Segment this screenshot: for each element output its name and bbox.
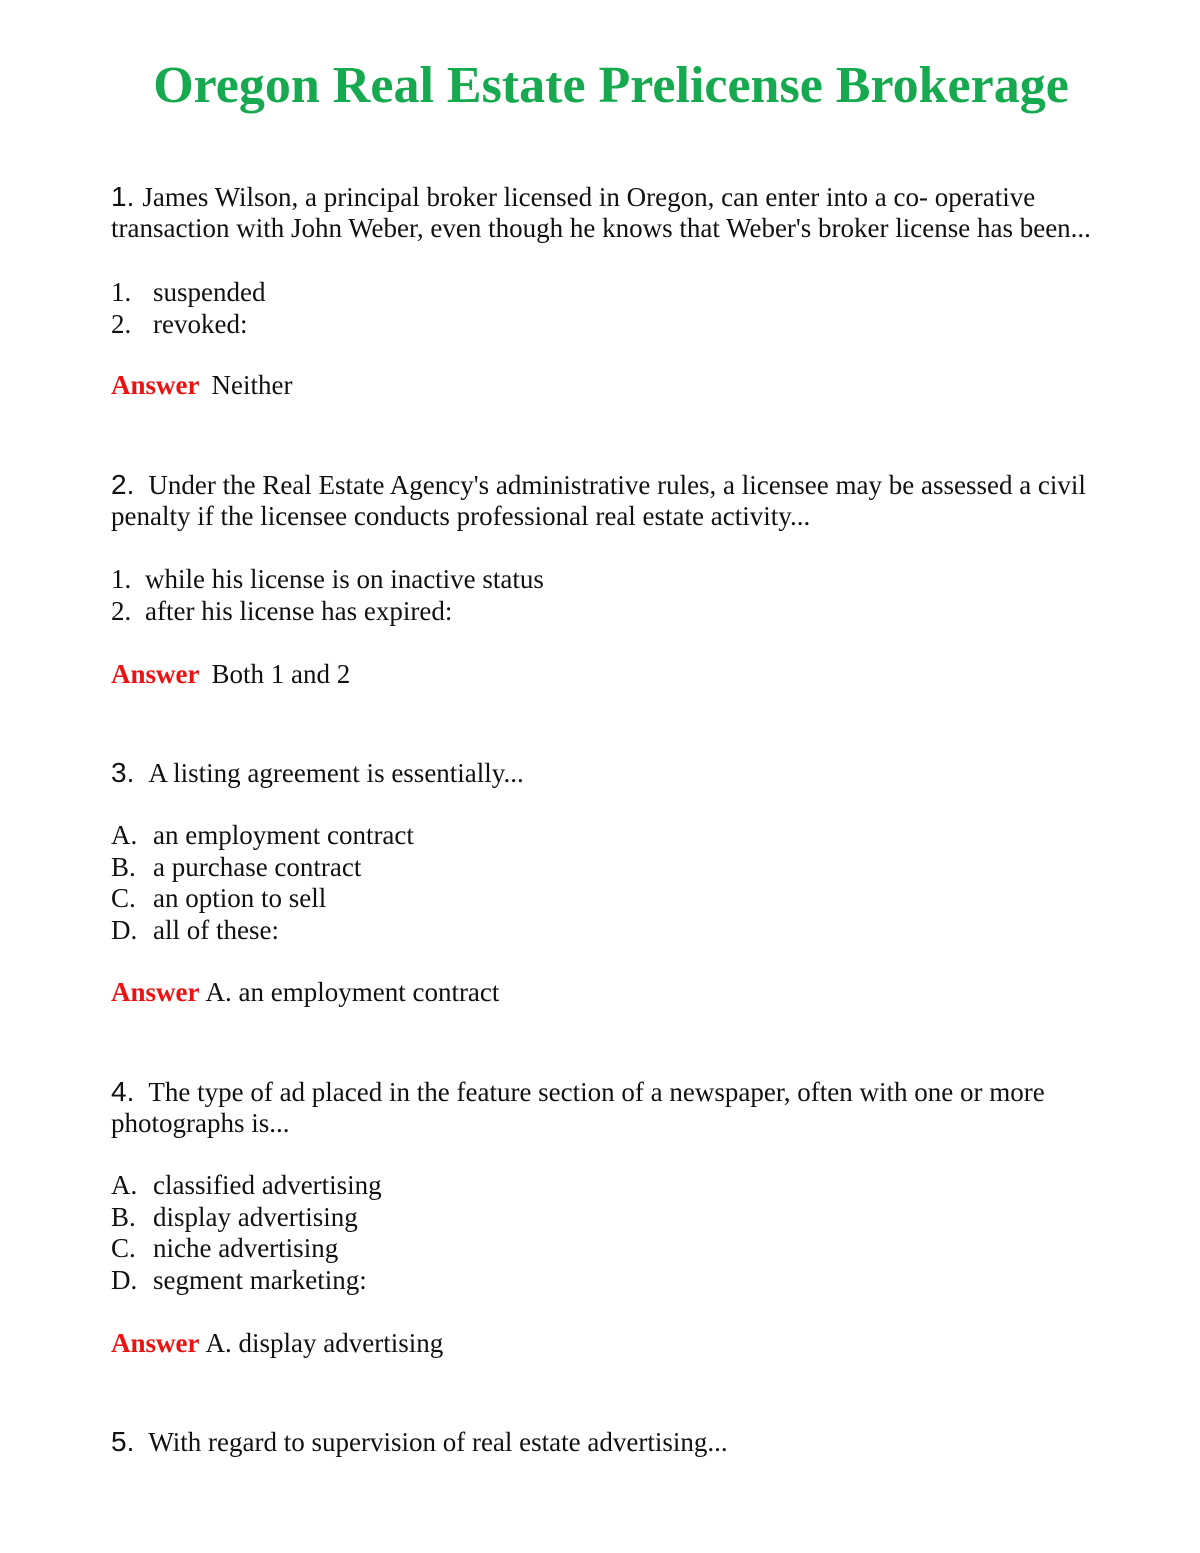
- option-text: classified advertising: [153, 1170, 382, 1200]
- question-body: Under the Real Estate Agency's administrative rules, a licensee may be assessed a civil penalty if the licensee conducts professional real estate activity...: [111, 470, 1086, 531]
- answer-text: Neither: [211, 370, 293, 400]
- answer-line: [111, 977, 1111, 1008]
- option-text: while his license is on inactive status: [145, 564, 544, 594]
- option-text: suspended: [153, 277, 266, 307]
- answer-line: [111, 659, 1111, 690]
- option-text: niche advertising: [153, 1233, 339, 1263]
- question-text: [111, 757, 1111, 789]
- answer-label: Answer: [111, 977, 200, 1007]
- option-text: a purchase contract: [153, 851, 362, 882]
- option-item: [111, 915, 1111, 947]
- option-marker: 1.: [111, 564, 132, 594]
- option-text: segment marketing:: [153, 1264, 367, 1295]
- option-marker: C.: [111, 1233, 136, 1263]
- page-title: Oregon Real Estate Prelicense Brokerage: [153, 57, 1069, 114]
- option-item: [111, 564, 1111, 596]
- question-number: 4.: [111, 1076, 135, 1107]
- option-item: [111, 1233, 1111, 1265]
- answer-label: Answer: [111, 1328, 200, 1358]
- option-marker: A.: [111, 820, 138, 850]
- question-text: [111, 469, 1111, 532]
- option-text: an option to sell: [153, 883, 327, 913]
- option-list: [111, 564, 1111, 627]
- option-text: an employment contract: [153, 820, 414, 850]
- option-text: all of these:: [153, 914, 279, 945]
- option-text: display advertising: [153, 1201, 358, 1232]
- question-text: [111, 1426, 1111, 1458]
- option-item: [111, 277, 1111, 309]
- question-number: 1.: [111, 181, 135, 212]
- question-number: 2.: [111, 469, 135, 500]
- answer-label: Answer: [111, 659, 200, 689]
- option-marker: A.: [111, 1170, 138, 1200]
- option-item: [111, 883, 1111, 915]
- question-text: [111, 1076, 1111, 1139]
- question-body: James Wilson, a principal broker licensed in Oregon, can enter into a co- operative transaction with John Weber, even though he knows that Weber's broker license has been...: [111, 182, 1091, 243]
- option-item: [111, 1202, 1111, 1234]
- answer-text: Both 1 and 2: [211, 659, 351, 689]
- option-marker: D.: [111, 914, 138, 945]
- answer-text: A. display advertising: [205, 1328, 444, 1358]
- option-item: [111, 852, 1111, 884]
- question-body: With regard to supervision of real estate advertising...: [148, 1427, 728, 1457]
- option-marker: B.: [111, 1201, 136, 1232]
- option-marker: 2.: [111, 595, 132, 626]
- option-item: [111, 596, 1111, 628]
- question-3: [111, 757, 1111, 789]
- option-item: [111, 309, 1111, 341]
- question-5: [111, 1426, 1111, 1458]
- option-text: revoked:: [153, 308, 248, 339]
- option-list: [111, 820, 1111, 946]
- option-item: [111, 820, 1111, 852]
- question-body: A listing agreement is essentially...: [148, 758, 524, 788]
- option-item: [111, 1265, 1111, 1297]
- question-number: 3.: [111, 757, 135, 788]
- question-2: [111, 469, 1111, 532]
- option-marker: B.: [111, 851, 136, 882]
- answer-line: [111, 370, 1111, 401]
- question-body: The type of ad placed in the feature section of a newspaper, often with one or more photographs is...: [111, 1077, 1045, 1138]
- option-marker: 2.: [111, 308, 132, 339]
- option-marker: C.: [111, 883, 136, 913]
- question-number: 5.: [111, 1426, 135, 1457]
- option-list: [111, 277, 1111, 340]
- option-marker: 1.: [111, 277, 132, 307]
- question-text: [111, 181, 1111, 244]
- question-1: [111, 181, 1111, 244]
- option-item: [111, 1170, 1111, 1202]
- question-4: [111, 1076, 1111, 1139]
- option-text: after his license has expired:: [145, 595, 453, 626]
- option-marker: D.: [111, 1264, 138, 1295]
- answer-label: Answer: [111, 370, 200, 400]
- answer-line: [111, 1328, 1111, 1359]
- option-list: [111, 1170, 1111, 1296]
- answer-text: A. an employment contract: [205, 977, 500, 1007]
